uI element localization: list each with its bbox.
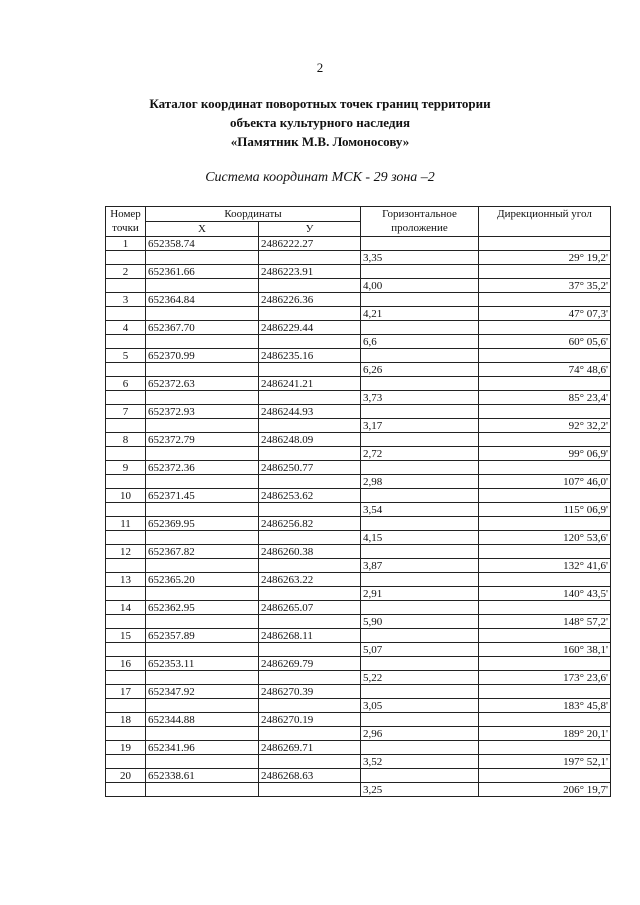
empty-cell [361,657,479,671]
segment-row [106,755,611,769]
empty-cell [361,573,479,587]
empty-cell [106,671,146,685]
empty-cell [146,727,259,741]
point-y: 2486229.44 [259,321,361,335]
empty-cell [106,279,146,293]
point-x: 652372.36 [146,461,259,475]
point-row [106,237,611,251]
segment-angle: 197° 52,1' [479,755,611,769]
point-x: 652338.61 [146,769,259,783]
empty-cell [361,349,479,363]
segment-row [106,783,611,797]
segment-angle: 47° 07,3' [479,307,611,321]
empty-cell [146,783,259,797]
header-point-number [106,207,146,237]
point-x: 652371.45 [146,489,259,503]
segment-distance: 2,91 [361,587,479,601]
empty-cell [146,475,259,489]
point-x: 652341.96 [146,741,259,755]
empty-cell [479,293,611,307]
point-row [106,461,611,475]
empty-cell [479,349,611,363]
empty-cell [146,643,259,657]
empty-cell [146,671,259,685]
title-line: «Памятник М.В. Ломоносову» [230,134,410,149]
empty-cell [479,377,611,391]
point-y: 2486235.16 [259,349,361,363]
empty-cell [259,783,361,797]
empty-cell [361,685,479,699]
point-number: 12 [106,545,146,559]
point-number: 11 [106,517,146,531]
empty-cell [259,251,361,265]
empty-cell [361,377,479,391]
point-number: 18 [106,713,146,727]
segment-row [106,587,611,601]
coordinates-table [105,206,611,797]
empty-cell [106,503,146,517]
point-number: 13 [106,573,146,587]
empty-cell [146,419,259,433]
title-line: Каталог координат поворотных точек границ территории [149,96,491,111]
empty-cell [361,713,479,727]
empty-cell [479,657,611,671]
header-distance-line: проложение [391,222,448,234]
empty-cell [259,391,361,405]
segment-row [106,363,611,377]
empty-cell [259,475,361,489]
header-distance [361,207,479,237]
point-x: 652370.99 [146,349,259,363]
segment-distance: 4,00 [361,279,479,293]
segment-row [106,671,611,685]
point-number: 8 [106,433,146,447]
empty-cell [479,601,611,615]
point-y: 2486250.77 [259,461,361,475]
point-x: 652361.66 [146,265,259,279]
point-x: 652372.93 [146,405,259,419]
empty-cell [361,237,479,251]
empty-cell [106,643,146,657]
segment-angle: 29° 19,2' [479,251,611,265]
document-title [0,94,640,151]
point-y: 2486244.93 [259,405,361,419]
point-row [106,349,611,363]
empty-cell [146,559,259,573]
empty-cell [106,335,146,349]
point-row [106,601,611,615]
empty-cell [146,251,259,265]
segment-row [106,559,611,573]
point-x: 652362.95 [146,601,259,615]
point-row [106,545,611,559]
empty-cell [146,699,259,713]
segment-angle: 160° 38,1' [479,643,611,657]
point-number: 6 [106,377,146,391]
empty-cell [259,727,361,741]
empty-cell [479,573,611,587]
segment-row [106,531,611,545]
segment-angle: 120° 53,6' [479,531,611,545]
point-row [106,293,611,307]
point-number: 14 [106,601,146,615]
segment-row [106,279,611,293]
empty-cell [479,685,611,699]
empty-cell [259,503,361,517]
segment-row [106,475,611,489]
empty-cell [106,475,146,489]
empty-cell [259,559,361,573]
segment-angle: 60° 05,6' [479,335,611,349]
empty-cell [106,699,146,713]
empty-cell [361,293,479,307]
segment-angle: 92° 32,2' [479,419,611,433]
segment-angle: 99° 06,9' [479,447,611,461]
point-x: 652372.63 [146,377,259,391]
empty-cell [479,489,611,503]
point-x: 652367.82 [146,545,259,559]
header-coordinates: Координаты [146,207,361,222]
point-row [106,573,611,587]
empty-cell [259,643,361,657]
point-y: 2486253.62 [259,489,361,503]
point-row [106,321,611,335]
empty-cell [146,615,259,629]
segment-angle: 107° 46,0' [479,475,611,489]
empty-cell [106,755,146,769]
empty-cell [361,741,479,755]
segment-distance: 6,6 [361,335,479,349]
point-y: 2486223.91 [259,265,361,279]
empty-cell [361,433,479,447]
segment-distance: 3,35 [361,251,479,265]
segment-distance: 2,96 [361,727,479,741]
empty-cell [259,587,361,601]
point-y: 2486222.27 [259,237,361,251]
empty-cell [106,587,146,601]
empty-cell [259,335,361,349]
segment-row [106,251,611,265]
point-number: 4 [106,321,146,335]
empty-cell [106,391,146,405]
segment-row [106,727,611,741]
empty-cell [106,783,146,797]
segment-angle: 183° 45,8' [479,699,611,713]
segment-row [106,447,611,461]
point-row [106,769,611,783]
point-y: 2486269.71 [259,741,361,755]
header-distance-line: Горизонтальное [382,208,457,220]
segment-distance: 2,72 [361,447,479,461]
point-number: 2 [106,265,146,279]
empty-cell [259,615,361,629]
empty-cell [146,447,259,461]
point-number: 19 [106,741,146,755]
segment-distance: 5,07 [361,643,479,657]
empty-cell [259,671,361,685]
empty-cell [106,531,146,545]
point-y: 2486241.21 [259,377,361,391]
empty-cell [361,265,479,279]
segment-angle: 132° 41,6' [479,559,611,573]
segment-distance: 5,22 [361,671,479,685]
point-y: 2486270.19 [259,713,361,727]
empty-cell [259,279,361,293]
empty-cell [259,531,361,545]
segment-distance: 3,52 [361,755,479,769]
segment-row [106,391,611,405]
page-number: 2 [316,60,324,75]
header-number-line: Номер [110,208,141,220]
point-row [106,377,611,391]
empty-cell [479,629,611,643]
header-bearing-angle: Дирекционный угол [479,207,611,237]
point-x: 652367.70 [146,321,259,335]
point-y: 2486256.82 [259,517,361,531]
segment-distance: 3,17 [361,419,479,433]
point-row [106,517,611,531]
point-x: 652347.92 [146,685,259,699]
empty-cell [361,489,479,503]
segment-angle: 148° 57,2' [479,615,611,629]
table-body [106,237,611,797]
segment-distance: 4,21 [361,307,479,321]
point-number: 9 [106,461,146,475]
empty-cell [361,601,479,615]
point-number: 16 [106,657,146,671]
point-y: 2486260.38 [259,545,361,559]
empty-cell [146,531,259,545]
point-number: 10 [106,489,146,503]
empty-cell [259,419,361,433]
point-y: 2486268.11 [259,629,361,643]
segment-distance: 6,26 [361,363,479,377]
point-x: 652358.74 [146,237,259,251]
point-row [106,713,611,727]
point-row [106,265,611,279]
header-x: X [146,222,259,237]
empty-cell [479,741,611,755]
empty-cell [259,447,361,461]
empty-cell [361,517,479,531]
point-y: 2486263.22 [259,573,361,587]
point-row [106,489,611,503]
segment-angle: 173° 23,6' [479,671,611,685]
empty-cell [361,545,479,559]
empty-cell [479,461,611,475]
point-row [106,433,611,447]
point-y: 2486268.63 [259,769,361,783]
header-number-line: точки [112,222,139,234]
segment-angle: 85° 23,4' [479,391,611,405]
empty-cell [479,545,611,559]
empty-cell [106,251,146,265]
segment-angle: 115° 06,9' [479,503,611,517]
segment-angle: 206° 19,7' [479,783,611,797]
point-y: 2486270.39 [259,685,361,699]
empty-cell [259,699,361,713]
empty-cell [146,279,259,293]
title-line: объекта культурного наследия [230,115,410,130]
empty-cell [479,405,611,419]
segment-row [106,419,611,433]
point-x: 652344.88 [146,713,259,727]
point-x: 652353.11 [146,657,259,671]
empty-cell [361,629,479,643]
empty-cell [106,419,146,433]
empty-cell [479,713,611,727]
empty-cell [106,559,146,573]
empty-cell [146,335,259,349]
segment-distance: 3,54 [361,503,479,517]
empty-cell [106,307,146,321]
segment-row [106,699,611,713]
empty-cell [146,503,259,517]
empty-cell [106,727,146,741]
empty-cell [361,321,479,335]
segment-row [106,643,611,657]
empty-cell [146,755,259,769]
point-row [106,685,611,699]
point-row [106,629,611,643]
empty-cell [106,363,146,377]
segment-angle: 74° 48,6' [479,363,611,377]
segment-row [106,503,611,517]
point-row [106,405,611,419]
point-x: 652364.84 [146,293,259,307]
point-x: 652372.79 [146,433,259,447]
empty-cell [146,391,259,405]
segment-distance: 3,73 [361,391,479,405]
segment-angle: 189° 20,1' [479,727,611,741]
empty-cell [259,363,361,377]
empty-cell [259,307,361,321]
empty-cell [479,237,611,251]
segment-distance: 4,15 [361,531,479,545]
segment-angle: 140° 43,5' [479,587,611,601]
segment-distance: 3,87 [361,559,479,573]
point-number: 5 [106,349,146,363]
empty-cell [361,461,479,475]
point-x: 652365.20 [146,573,259,587]
segment-row [106,335,611,349]
empty-cell [146,363,259,377]
segment-angle: 37° 35,2' [479,279,611,293]
point-row [106,741,611,755]
point-y: 2486269.79 [259,657,361,671]
point-number: 20 [106,769,146,783]
point-number: 17 [106,685,146,699]
segment-distance: 3,05 [361,699,479,713]
empty-cell [479,321,611,335]
point-row [106,657,611,671]
point-y: 2486248.09 [259,433,361,447]
empty-cell [361,769,479,783]
empty-cell [106,615,146,629]
point-number: 1 [106,237,146,251]
empty-cell [361,405,479,419]
point-number: 15 [106,629,146,643]
empty-cell [146,587,259,601]
empty-cell [106,447,146,461]
point-number: 3 [106,293,146,307]
empty-cell [479,517,611,531]
segment-distance: 5,90 [361,615,479,629]
empty-cell [479,769,611,783]
segment-distance: 3,25 [361,783,479,797]
empty-cell [259,755,361,769]
point-x: 652369.95 [146,517,259,531]
coordinate-system-subtitle: Система координат МСК - 29 зона –2 [205,170,435,185]
header-y: У [259,222,361,237]
segment-row [106,615,611,629]
empty-cell [479,265,611,279]
empty-cell [146,307,259,321]
point-y: 2486226.36 [259,293,361,307]
point-number: 7 [106,405,146,419]
point-y: 2486265.07 [259,601,361,615]
point-x: 652357.89 [146,629,259,643]
empty-cell [479,433,611,447]
segment-distance: 2,98 [361,475,479,489]
segment-row [106,307,611,321]
